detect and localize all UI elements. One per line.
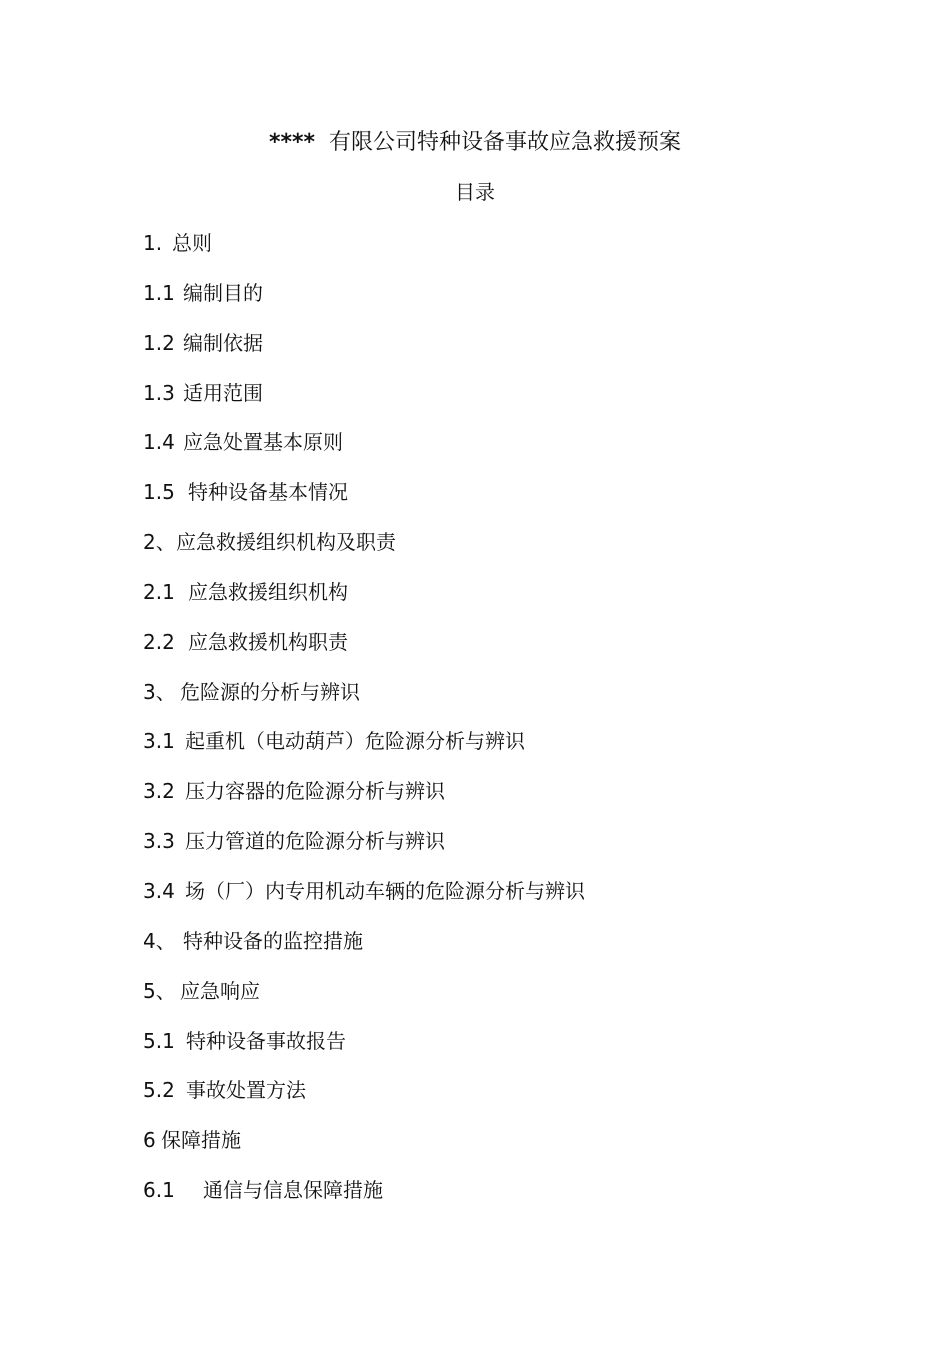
toc-entry-number: 3.3: [143, 829, 175, 854]
toc-entry-text: 应急处置基本原则: [183, 430, 343, 455]
toc-entry: [143, 229, 585, 279]
toc-entry: [143, 329, 585, 379]
table-of-contents: [143, 229, 585, 1226]
toc-entry-number: 6.1: [143, 1178, 175, 1203]
toc-entry: [143, 578, 585, 628]
toc-entry-text: 应急救援组织机构及职责: [176, 530, 396, 555]
toc-entry-number: 3.2: [143, 779, 175, 804]
toc-entry-text: 事故处置方法: [186, 1078, 306, 1103]
toc-entry: [143, 379, 585, 429]
toc-entry-text: 特种设备事故报告: [186, 1028, 346, 1053]
toc-entry: [143, 1176, 585, 1226]
document-title: [0, 128, 950, 158]
toc-entry-number: 1.4: [143, 430, 175, 455]
toc-entry-number: 2、: [143, 530, 176, 555]
toc-entry-number: 1.1: [143, 280, 175, 305]
toc-entry: [143, 628, 585, 678]
toc-entry-text: 场（厂）内专用机动车辆的危险源分析与辨识: [185, 878, 585, 903]
toc-entry: [143, 1076, 585, 1126]
toc-entry: [143, 428, 585, 478]
toc-entry-number: 3、: [143, 679, 176, 704]
toc-entry: [143, 478, 585, 528]
toc-entry: [143, 827, 585, 877]
toc-entry-text: 危险源的分析与辨识: [180, 679, 360, 704]
toc-entry-text: 总则: [172, 231, 212, 255]
toc-entry-number: 3.4: [143, 878, 175, 903]
toc-entry-number: 2.2: [143, 629, 175, 654]
toc-entry-text: 通信与信息保障措施: [203, 1178, 383, 1203]
toc-entry-number: 2.1: [143, 579, 175, 604]
title-prefix: ****: [268, 130, 315, 155]
toc-entry-text: 应急救援机构职责: [188, 629, 348, 654]
toc-entry: [143, 927, 585, 977]
toc-entry: [143, 877, 585, 927]
toc-entry: [143, 279, 585, 329]
toc-entry-number: 5、: [143, 978, 176, 1003]
toc-entry-number: 1.3: [143, 380, 175, 405]
toc-entry-number: 5.1: [143, 1028, 175, 1053]
toc-entry: [143, 727, 585, 777]
toc-entry-number: 1.: [143, 231, 163, 255]
toc-entry-text: 应急救援组织机构: [188, 579, 348, 604]
toc-entry-text: 编制目的: [183, 280, 263, 305]
toc-entry-text: 保障措施: [161, 1128, 241, 1153]
toc-entry-text: 适用范围: [183, 380, 263, 405]
toc-entry-number: 5.2: [143, 1078, 175, 1103]
toc-entry-text: 编制依据: [183, 330, 263, 355]
toc-entry: [143, 1027, 585, 1077]
toc-entry: [143, 528, 585, 578]
toc-entry: [143, 977, 585, 1027]
toc-entry: [143, 777, 585, 827]
toc-entry-text: 特种设备基本情况: [188, 480, 348, 505]
toc-heading: 目录: [455, 180, 495, 204]
title-text: 有限公司特种设备事故应急救援预案: [329, 130, 682, 155]
toc-entry: [143, 1126, 585, 1176]
toc-entry: [143, 678, 585, 728]
toc-entry-text: 起重机（电动葫芦）危险源分析与辨识: [185, 729, 525, 754]
toc-entry-number: 1.2: [143, 330, 175, 355]
toc-entry-text: 应急响应: [180, 978, 260, 1003]
toc-entry-number: 1.5: [143, 480, 175, 505]
toc-entry-number: 6: [143, 1128, 156, 1153]
toc-entry-text: 压力管道的危险源分析与辨识: [185, 829, 445, 854]
toc-entry-text: 特种设备的监控措施: [183, 928, 363, 953]
toc-entry-number: 3.1: [143, 729, 175, 754]
toc-entry-number: 4、: [143, 928, 176, 953]
toc-entry-text: 压力容器的危险源分析与辨识: [185, 779, 445, 804]
